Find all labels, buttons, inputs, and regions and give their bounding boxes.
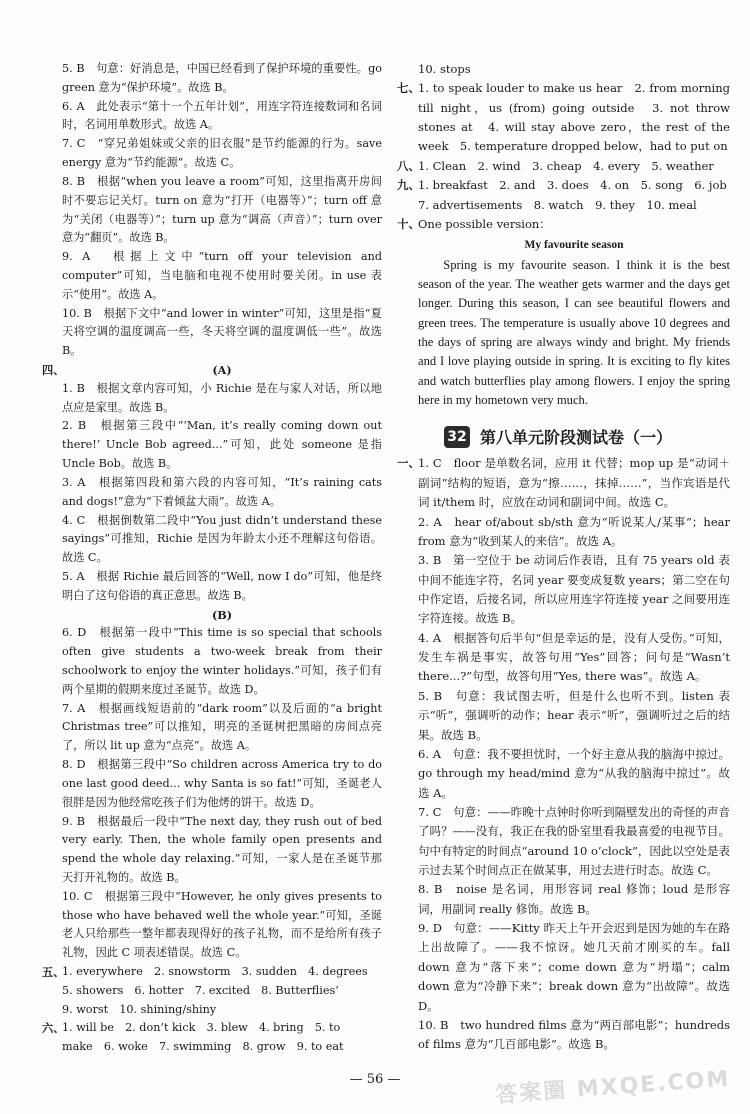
test-header <box>444 426 730 448</box>
section-4-label: 四、 <box>42 363 65 377</box>
section-6 <box>42 1019 382 1057</box>
section-4-a-items <box>62 380 382 606</box>
section-8 <box>397 157 730 176</box>
section-7-lines <box>400 79 730 156</box>
section-5-label: 五、 <box>42 965 65 979</box>
section-10-label: 十、 <box>397 216 420 231</box>
answer-line: 5. showers 6. hotter 7. excited 8. Butterflies’ <box>62 983 339 997</box>
answer-item: 7. A 根据画线短语前的“dark room”以及后面的“a bright Christmas tree”可以推知，明亮的圣诞树把黑暗的房间点亮了，所以 lit up 意为“点亮”。故选 A。 <box>62 701 382 753</box>
answer-item: 8. D 根据第三段中“So children across America try to do one last good deed... why Santa is so fat!”可知，圣诞老人很胖是因为他经常吃孩子们为他烤的饼干。故选 D。 <box>62 758 382 809</box>
answer-line: 1. will be 2. don’t kick 3. blew 4. bring 5. to <box>62 1021 341 1035</box>
answer-item: 9. B 根据最后一段中“The next day, they rush out of bed very early. Then, the whole family open presents and spend the whole day relaxing.”可知，一家人是在圣诞节那天打开礼物的。故选 B。 <box>62 814 382 884</box>
section-5-lines <box>62 963 382 1019</box>
answer-line: 9. worst 10. shining/shiny <box>62 1002 217 1016</box>
answer-line: 1. everywhere 2. snowstorm 3. sudden 4. degrees <box>62 965 368 978</box>
section-5 <box>42 963 382 1019</box>
answer-item: 1. B 根据文章内容可知，小 Richie 是在与家人对话，所以地点应是家里。故选 B。 <box>62 381 382 414</box>
section-1-items <box>400 454 730 1054</box>
section-6-lines <box>62 1019 382 1057</box>
answer-item: 7. C 句意：——昨晚十点钟时你听到隔壁发出的奇怪的声音了吗？——没有，我正在我的卧室里看我最喜爱的电视节目。句中有特定的时间点“around 10 o’clock”，因此以空处是表示过去某个时间点正在做某事，用过去进行时态。故选 C。 <box>418 804 730 878</box>
section-7-label: 七、 <box>397 81 420 96</box>
answer-item: 2. A hear of/about sb/sth 意为“听说某人/某事”；hear from 意为“收到某人的来信”。故选 A。 <box>418 514 730 548</box>
answer-item: 5. B 句意：我试图去听，但是什么也听不到。listen 表示“听”，强调听的动作；hear 表示“听”，强调听过之后的结果。故选 B。 <box>418 688 730 742</box>
section-6-label: 六、 <box>42 1021 65 1036</box>
answer-line: 1. to speak louder to make us hear 2. from morning till night，us (from) going outside 3. not throw stones at 4. will stay above zero，the rest of the week 5. temperature dropped below，had to put on <box>418 81 730 154</box>
answer-item: 7. C “穿兄弟姐妹或父亲的旧衣服”是节约能源的行为。save energy 意为“节约能源”。故选 C。 <box>62 137 382 170</box>
answer-item: 1. C floor 是单数名词，应用 it 代替；mop up 是“动词＋副词”结构的短语，意为“擦……，抹掉……”，当作宾语是代词 it/them 时，应放在动词和副词中间。故选 C。 <box>418 456 730 510</box>
answer-item: 10. B 根据下文中“and lower in winter”可知，这里是指“夏天将空调的温度调高一些，冬天将空调的温度调低一些”。故选 B。 <box>62 306 382 358</box>
answer-item: 6. A 句意：我不要担忧时，一个好主意从我的脑海中掠过。go through my head/mind 意为“从我的脑海中掠过”。故选 A。 <box>418 746 730 800</box>
section-1 <box>397 454 730 1054</box>
answer-item: 4. C 根据倒数第二段中“You just didn’t understand these sayings”可推知，Richie 是因为年龄太小还不理解这句俗语。故选 C。 <box>62 513 382 565</box>
left-column <box>42 60 382 1057</box>
section-9 <box>397 176 730 215</box>
answer-line: 1. breakfast 2. and 3. does 4. on 5. song 6. job <box>418 178 727 193</box>
answer-item: 3. A 根据第四段和第六段的内容可知，“It’s raining cats and dogs!”意为“下着倾盆大雨”。故选 A。 <box>62 475 382 508</box>
test-title: 第八单元阶段测试卷（一） <box>480 427 673 447</box>
section-4-b-label: (B) <box>211 607 233 622</box>
answer-item: 3. B 第一空位于 be 动词后作表语，且有 75 years old 表中间不能连字符，名词 year 要变成复数 years；第二空在句中作定语，后接名词，所以应用连字符连接 year 之间要用连字符连接。故选 B。 <box>418 553 730 626</box>
answer-item: 5. A 根据 Richie 最后回答的“Well, now I do”可知，他是终明白了这句俗语的真正意思。故选 B。 <box>62 569 382 602</box>
answer-item: 10. B two hundred films 意为“两百部电影”；hundreds of films 意为“几百部电影”。故选 B。 <box>418 1017 730 1052</box>
answer-item: 2. B 根据第三段中“‘Man, it’s really coming down out there!’ Uncle Bob agreed...”可知，此处 someone 是指 Uncle Bob。故选 B。 <box>62 419 382 471</box>
answer-line: make 6. woke 7. swimming 8. grow 9. to eat <box>62 1040 344 1054</box>
test-number-badge: 32 <box>444 426 470 448</box>
section-1-label: 一、 <box>397 456 420 471</box>
section-4-a-label: (A) <box>212 363 232 377</box>
section-9-lines <box>400 176 730 215</box>
page-number: — 56 — <box>349 1072 401 1087</box>
answer-item: 10. C 根据第三段中“However, he only gives presents to those who have behaved well the whole year.”可知，圣诞老人只给那些一整年都表现得好的孩子礼物，而不是给所有孩子礼物，因此 C 项表述错误。故选 C。 <box>62 889 382 960</box>
essay-title: My favourite season <box>524 239 624 252</box>
watermark-logo: 答案圈 MXQE.COM <box>494 1066 731 1109</box>
essay-text: Spring is my favourite season. I think it is the best season of the year. The weather gets warmer and the days get longer. During this season, I can see beautiful flowers and green trees. The temperature is usually above 10 degrees and the days of spring are always windy and bright. My friends and I love playing outside in spring. It is exciting to fly kites and watch butterflies play among flowers. I enjoy the spring here in my hometown very much. <box>418 257 730 408</box>
answer-item: 5. B 句意：好消息是，中国已经看到了保护环境的重要性。go green 意为“保护环境”。故选 B。 <box>62 62 382 94</box>
right-column <box>397 60 730 1055</box>
top-items <box>62 60 382 361</box>
section-8-label: 八、 <box>397 158 420 173</box>
answer-item: 4. A 根据答句后半句“但是幸运的是，没有人受伤。”可知，发生车祸是事实，故答句用“Yes”回答；问句是“Wasn’t there...?”句型，故答句用“Yes, there was”。故选 A。 <box>418 630 730 684</box>
section-9-label: 九、 <box>397 178 420 193</box>
section-4 <box>42 361 382 963</box>
continued-line: 10. stops <box>418 62 471 76</box>
answer-item: 9. A 根据上文中“turn off your television and computer”可知，当电脑和电视不使用时要关闭。in use 表示“使用”。故选 A。 <box>62 250 382 301</box>
section-10 <box>397 215 730 411</box>
section-10-intro: One possible version： <box>418 216 551 231</box>
answer-line: 7. advertisements 8. watch 9. they 10. meal <box>418 197 697 212</box>
answer-item: 9. D 句意：——Kitty 昨天上午开会迟到是因为她的车在路上出故障了。——我不惊讶。她几天前才刚买的车。fall down 意为“落下来”；come down 意为“坍塌”；calm down 意为“冷静下来”；break down 意为“出故障”。故选 D。 <box>418 921 730 1013</box>
section-7 <box>397 79 730 156</box>
section-8-line: 1. Clean 2. wind 3. cheap 4. every 5. weather <box>418 158 714 173</box>
answer-item: 8. B 根据“when you leave a room”可知，这里指离开房间时不要忘记关灯。turn on 意为“打开（电器等）”；turn off 意为“关闭（电器等）”；turn up 意为“调高（声音）”；turn over 意为“翻页”。故选 B。 <box>62 174 382 245</box>
answer-item: 8. B noise 是名词，用形容词 real 修饰；loud 是形容词，用副词 really 修饰。故选 B。 <box>418 882 730 916</box>
section-4-b-items <box>62 624 382 963</box>
answer-item: 6. A 此处表示“第十一个五年计划”，用连字符连接数词和名词时，名词用单数形式。故选 A。 <box>62 99 382 132</box>
answer-item: 6. D 根据第一段中“This time is so special that schools often give students a two-week break from their schoolwork to enjoy the winter holidays.”可知，孩子们有两个星期的假期来度过圣诞节。故选 D。 <box>62 626 382 696</box>
